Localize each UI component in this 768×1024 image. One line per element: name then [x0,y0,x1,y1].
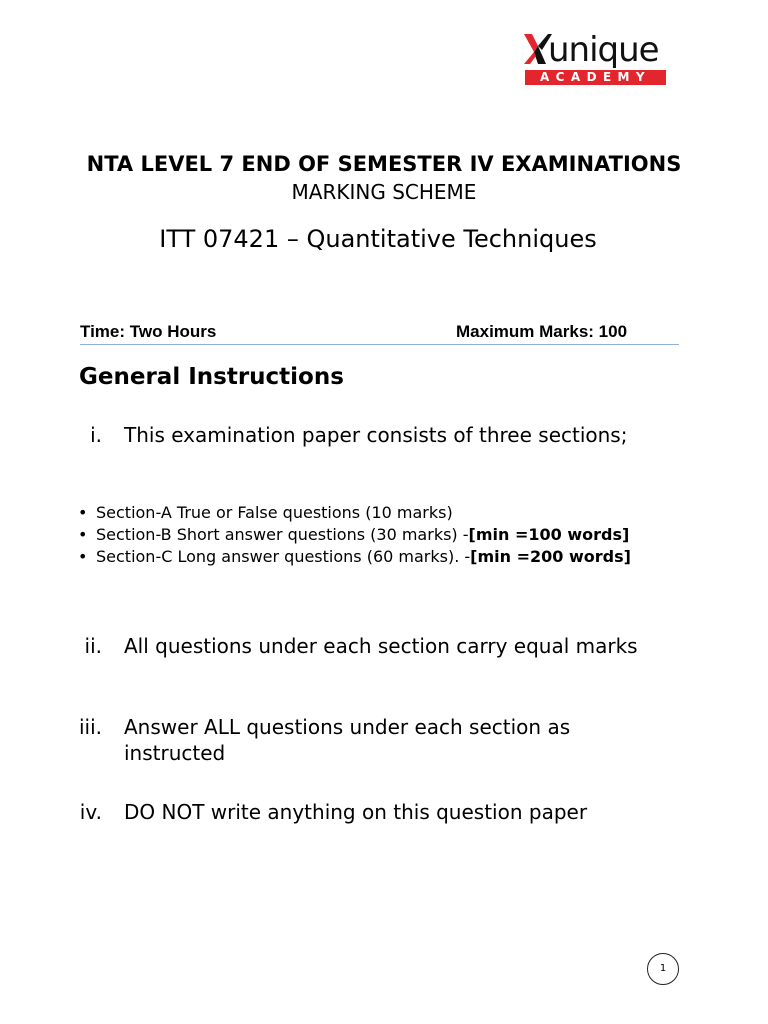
section-list [78,502,638,568]
header-divider [80,344,679,345]
instruction-text: Answer ALL questions under each section as instructed [124,715,571,765]
section-min-words: [min =200 words] [470,547,631,566]
instruction-number: ii. [84,634,102,658]
instruction-number: i. [90,423,102,447]
unique-academy-logo [522,30,668,88]
instruction-text: DO NOT write anything on this question paper [124,800,588,824]
bullet-dot-icon: • [78,547,88,566]
instruction-text: All questions under each section carry equal marks [124,634,638,658]
instruction-text: This examination paper consists of three sections; [124,423,628,447]
logo-academy-band: ACADEMY [525,70,666,85]
section-text: Section-C Long answer questions (60 marks). - [96,547,471,566]
section-item [78,502,638,523]
exam-title: NTA LEVEL 7 END OF SEMESTER IV EXAMINATIONS [86,152,682,176]
course-title: ITT 07421 – Quantitative Techniques [159,225,597,253]
exam-subtitle: MARKING SCHEME [291,180,477,204]
maximum-marks: Maximum Marks: 100 [456,322,628,341]
section-min-words: [min =100 words] [468,525,630,544]
instructions-heading: General Instructions [79,364,344,390]
section-text: Section-A True or False questions (10 marks) [96,503,453,522]
section-text: Section-B Short answer questions (30 marks) - [96,525,469,544]
instruction-number: iv. [79,800,102,824]
page-number: 1 [647,953,679,985]
section-item [78,524,638,545]
exam-time: Time: Two Hours [80,322,217,341]
logo-wordmark: unique [548,30,659,70]
section-item [78,546,638,567]
bullet-dot-icon: • [78,503,88,522]
bullet-dot-icon: • [78,525,88,544]
instruction-number: iii. [78,715,102,739]
